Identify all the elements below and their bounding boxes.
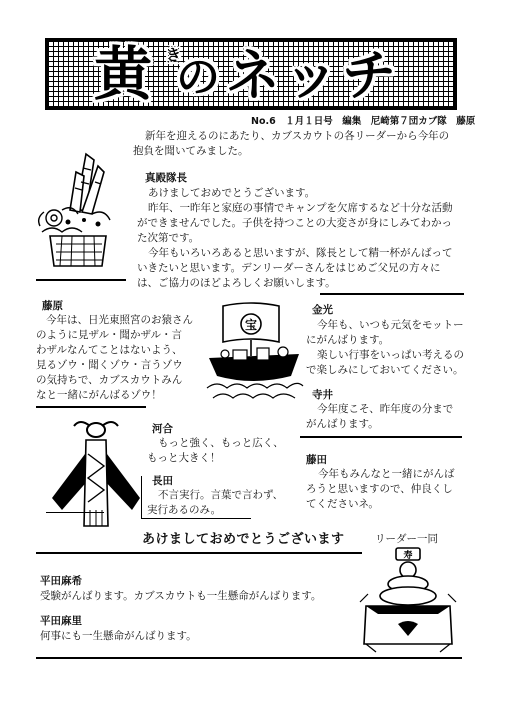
fujita-line-1: 今年もみんなと一緒にがんば — [318, 468, 455, 480]
kanemitsu-name: 金光 — [312, 304, 333, 316]
kanemitsu-line-3: 楽しい行事をいっぱい考えるの — [317, 349, 464, 361]
manden-line-5: 今年もいろいろあると思いますが、隊長として精一杯がんばって — [148, 247, 453, 259]
hirata-maki-name: 平田麻希 — [40, 575, 82, 587]
treasure-ship-illustration — [203, 300, 307, 406]
kawai-line-1: もっと強く、もっと広く、 — [158, 437, 284, 449]
rule-bottom — [36, 657, 462, 659]
nagata-line-2: 実行あるのみ。 — [147, 504, 222, 516]
hirata-mari-line: 何事にも一生懸命がんばります。 — [40, 630, 197, 642]
fujiwara-line-6: なと一緒にがんばるゾウ！ — [36, 389, 162, 401]
kagami-mochi-illustration — [358, 540, 462, 654]
hirata-maki-line: 受験がんばります。カブスカウトも一生懸命がんばります。 — [40, 590, 322, 602]
manden-line-7: は、ご協力のほどよろしくお願いします。 — [137, 277, 336, 289]
fujita-line-3: てくださいネ。 — [306, 498, 379, 510]
masthead-katakana: ネッチ — [226, 43, 400, 107]
fujita-line-2: ろうと思いますので、仲良くし — [306, 483, 453, 495]
kanemitsu-line-4: で楽しみにしておいてください。 — [306, 364, 464, 376]
manden-line-2: 昨年、一昨年と家庭の事情でキャンプを欠席するなど十分な活動 — [148, 202, 453, 214]
manden-line-4: た次第です。 — [137, 232, 200, 244]
hamaya-illustration — [50, 418, 154, 530]
rule-mid-right — [300, 436, 462, 438]
rule-top-left — [36, 279, 126, 281]
ship-flag-char: 宝 — [244, 318, 258, 332]
fujiwara-line-1: 今年は、日光東照宮のお猿さん — [46, 314, 193, 326]
kanemitsu-line-1: 今年も、いつも元気をモットー — [317, 319, 464, 331]
kanemitsu-line-2: にがんばります。 — [306, 334, 390, 346]
masthead-char-no: の — [176, 52, 220, 103]
leaders-all: リーダー一同 — [375, 533, 438, 545]
kagami-tag-char: 寿 — [403, 551, 413, 561]
terai-line-1: 今年度こそ、昨年度の分まで — [317, 403, 454, 415]
fujiwara-line-2: のように見ザル・聞かザル・言 — [36, 329, 182, 341]
kawai-line-2: もっと大きく！ — [147, 452, 221, 464]
fujiwara-line-5: の気持ちで、カブスカウトみん — [36, 374, 183, 386]
nagata-line-1: 不言実行。言葉で言わず、 — [158, 489, 284, 501]
manden-line-1: あけましておめでとうございます。 — [148, 187, 316, 199]
intro-line-2: 抱負を聞いてみました。 — [133, 145, 249, 157]
intro-line-1: 新年を迎えるのにあたり、カブスカウトの各リーダーから今年の — [145, 130, 450, 142]
rule-lower-left — [46, 512, 104, 513]
masthead-char-ki: 黄 — [94, 40, 153, 108]
fujita-name: 藤田 — [306, 454, 327, 466]
rule-mid-left — [36, 406, 146, 408]
kadomatsu-illustration — [32, 148, 124, 272]
rule-top-right — [320, 293, 464, 295]
terai-line-2: がんばります。 — [306, 418, 379, 430]
hirata-mari-name: 平田麻里 — [40, 615, 82, 627]
manden-name: 真殿隊長 — [145, 172, 187, 184]
nagata-name: 長田 — [152, 475, 173, 487]
masthead-banner — [45, 38, 457, 110]
manden-line-6: いきたいと思います。デンリーダーさんをはじめご父兄の方々に — [137, 262, 441, 274]
fujiwara-name: 藤原 — [42, 300, 63, 312]
fujiwara-line-4: 見るゾウ・聞くゾウ・言うゾウ — [36, 359, 183, 371]
terai-name: 寺井 — [312, 389, 333, 401]
rule-lower-mid — [141, 518, 251, 519]
kawai-name: 河合 — [152, 423, 173, 435]
masthead-furigana: き — [166, 46, 182, 64]
manden-line-3: ができませんでした。子供を持つことの大変さが身にしみてわかっ — [137, 217, 452, 229]
issue-line: No.6 １月１日号 編集 尼崎第７団カブ隊 藤原 — [251, 116, 476, 127]
greeting-banner: あけましておめでとうございます — [142, 532, 345, 547]
rule-lower-vertical — [141, 476, 142, 518]
rule-greeting — [36, 552, 362, 554]
fujiwara-line-3: わザルなんてことはないよう、 — [36, 344, 183, 356]
